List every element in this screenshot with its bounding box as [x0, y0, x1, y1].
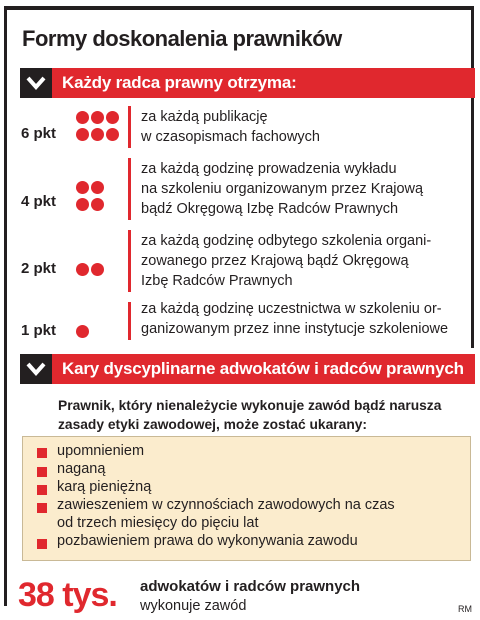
description-line: Izbę Radców Prawnych	[141, 273, 293, 289]
penalty-item: zawieszeniem w czynnościach zawodowych na czas	[57, 497, 395, 513]
square-bullet-icon	[37, 467, 47, 477]
penalty-item: pozbawieniem prawa do wykonywania zawodu	[57, 533, 358, 549]
penalties-intro	[58, 396, 441, 434]
dot-icon	[76, 263, 89, 276]
description-line: za każdą godzinę odbytego szkolenia organi-	[141, 233, 432, 249]
points-description	[141, 231, 431, 291]
dot-icon	[76, 181, 89, 194]
intro-line: zasady etyki zawodowej, może zostać ukarany:	[58, 417, 368, 432]
points-value: 4 pkt	[21, 193, 57, 210]
row-divider	[128, 106, 131, 148]
row-divider	[128, 302, 131, 340]
intro-line: Prawnik, który nienależycie wykonuje zawód bądź narusza	[58, 398, 442, 413]
points-section-header	[20, 68, 475, 98]
dot-icon	[76, 198, 89, 211]
description-line: w czasopismach fachowych	[141, 129, 320, 145]
penalty-item-continuation: od trzech miesięcy do pięciu lat	[57, 515, 259, 531]
dot-icon	[106, 111, 119, 124]
dot-icon	[76, 325, 89, 338]
points-value: 6 pkt	[21, 125, 57, 142]
description-line: za każdą publikację	[141, 109, 268, 125]
description-line: na szkoleniu organizowanym przez Krajową	[141, 181, 424, 197]
points-row-6	[0, 106, 480, 150]
penalty-item: naganą	[57, 461, 106, 477]
penalties-section-title: Kary dyscyplinarne adwokatów i radców prawnych	[62, 359, 464, 378]
lawyers-count: 38 tys.	[18, 576, 117, 614]
dot-icon	[91, 263, 104, 276]
description-line: zowanego przez Krajową bądź Okręgową	[141, 253, 409, 269]
description-line: ganizowanym przez inne instytucje szkoleniowe	[141, 321, 449, 337]
dot-icon	[91, 181, 104, 194]
points-description	[141, 107, 320, 147]
square-bullet-icon	[37, 485, 47, 495]
row-divider	[128, 230, 131, 292]
lawyers-count-sublabel: wykonuje zawód	[140, 598, 247, 614]
penalty-item: karą pieniężną	[57, 479, 152, 495]
dot-icon	[106, 128, 119, 141]
dot-icon	[91, 198, 104, 211]
author-credit: RM	[458, 604, 472, 614]
penalty-item: upomnieniem	[57, 443, 145, 459]
penalties-section-header	[20, 354, 475, 384]
points-row-4	[0, 158, 480, 222]
square-bullet-icon	[37, 503, 47, 513]
description-line: bądź Okręgową Izbę Radców Prawnych	[141, 201, 399, 217]
square-bullet-icon	[37, 539, 47, 549]
points-value: 2 pkt	[21, 260, 57, 277]
top-frame-rule	[4, 6, 474, 10]
dot-icon	[91, 128, 104, 141]
points-value: 1 pkt	[21, 322, 57, 339]
square-bullet-icon	[37, 448, 47, 458]
points-description	[141, 159, 423, 219]
description-line: za każdą godzinę uczestnictwa w szkoleniu or-	[141, 301, 442, 317]
points-row-2	[0, 230, 480, 294]
description-line: za każdą godzinę prowadzenia wykładu	[141, 161, 397, 177]
chevron-down-icon	[20, 68, 52, 98]
lawyers-count-label: adwokatów i radców prawnych	[140, 578, 361, 595]
page-title: Formy doskonalenia prawników	[22, 26, 342, 51]
dot-icon	[76, 128, 89, 141]
dot-icon	[76, 111, 89, 124]
chevron-down-icon	[20, 354, 52, 384]
penalties-list	[22, 436, 471, 561]
points-row-1	[0, 298, 480, 342]
points-section-title: Każdy radca prawny otrzyma:	[62, 73, 297, 92]
points-description	[141, 299, 448, 339]
row-divider	[128, 158, 131, 220]
dot-icon	[91, 111, 104, 124]
